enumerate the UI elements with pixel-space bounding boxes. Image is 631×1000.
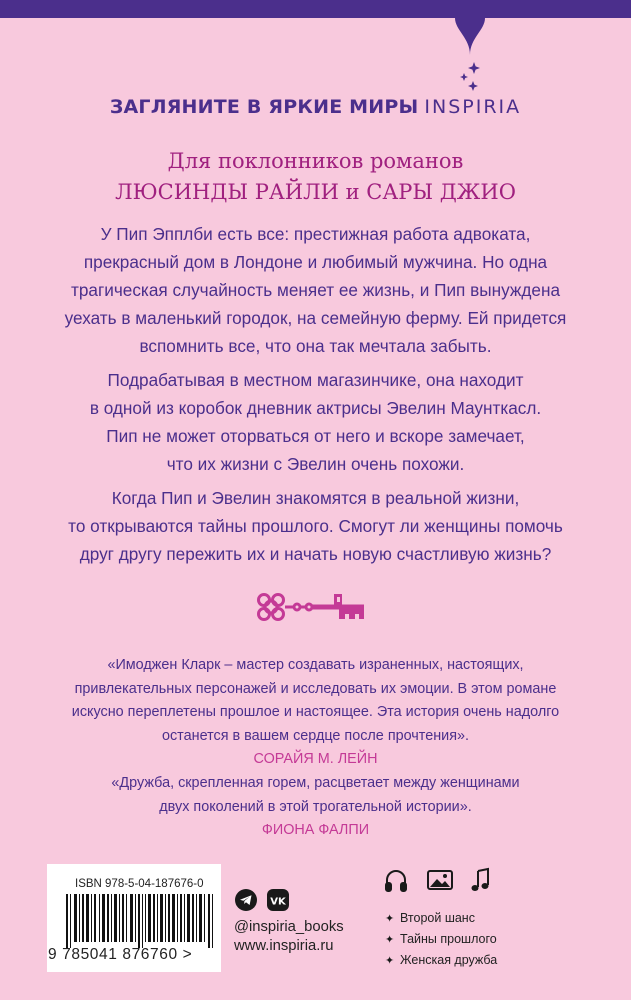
vk-icon[interactable] [267, 889, 289, 911]
star-icon: ✦ [385, 934, 395, 946]
barcode [66, 894, 216, 948]
sparkles-icon [458, 62, 484, 92]
description-line: уехать в маленький городок, на семейную ферму. Ей придется [64, 308, 567, 328]
series-header-text: ЗАГЛЯНИТЕ В ЯРКИЕ МИРЫ [109, 96, 419, 118]
headphones-icon [386, 871, 406, 891]
website-link[interactable]: www.inspiria.ru [234, 938, 334, 954]
star-icon: ✦ [385, 955, 395, 967]
quote-line: двух поколений в этой трогательной истории». [159, 798, 472, 815]
review-quote-2 [30, 772, 601, 843]
quote-author: ФИОНА ФАЛПИ [261, 822, 370, 838]
description-line: трагическая случайность меняет ее жизнь, и Пип вынуждена [70, 280, 561, 300]
fans-line [0, 146, 631, 208]
genre-tag [385, 908, 497, 929]
description-line: друг другу пережить их и начать новую счастливую жизнь? [79, 544, 552, 564]
description-paragraph-3 [40, 484, 591, 568]
description-line: в одной из коробок дневник актрисы Эвелин Маунткасл. [89, 398, 542, 418]
description-line: Пип не может оторваться от него и вскоре замечает, [106, 426, 525, 446]
description-line: прекрасный дом в Лондоне и любимый мужчина. Но одна [83, 252, 548, 272]
music-note-icon [472, 869, 489, 891]
quote-line: «Имоджен Кларк – мастер создавать израненных, настоящих, [107, 657, 524, 673]
description-line: вспомнить все, что она так мечтала забыть. [139, 336, 492, 356]
svg-text:VK: VK [270, 896, 286, 908]
quote-author: СОРАЙЯ М. ЛЕЙН [253, 751, 378, 767]
description-paragraph-1 [40, 220, 591, 360]
barcode-digits: 9 785041 876760 > [48, 946, 193, 963]
genre-tag [385, 950, 497, 971]
description-line: Когда Пип и Эвелин знакомятся в реальной жизни, [111, 488, 520, 508]
fans-line-1: Для поклонников романов [167, 149, 464, 173]
description-paragraph-2 [40, 366, 591, 478]
top-notch [0, 0, 631, 60]
description-line: то открываются тайны прошлого. Смогут ли женщины помочь [68, 516, 563, 536]
telegram-icon[interactable] [235, 889, 257, 911]
series-header [0, 96, 631, 118]
genre-tag-label: Второй шанс [400, 911, 475, 925]
star-icon: ✦ [385, 913, 395, 925]
social-icons [234, 888, 294, 912]
brand-name: INSPIRIA [424, 96, 522, 118]
quote-line: «Дружба, скрепленная горем, расцветает между женщинами [111, 775, 520, 791]
description-line: что их жизни с Эвелин очень похожи. [166, 454, 465, 474]
genre-tag-label: Женская дружба [400, 953, 498, 967]
isbn-text: ISBN 978-5-04-187676-0 [75, 878, 204, 890]
description-line: У Пип Эпплби есть все: престижная работа адвоката, [100, 224, 531, 244]
key-icon [253, 589, 379, 625]
review-quote-1 [30, 654, 601, 772]
image-icon [428, 871, 452, 889]
genre-icons [384, 866, 494, 896]
social-handle[interactable]: @inspiria_books [234, 919, 344, 935]
quote-line: искусно переплетены прошлое и настоящее. Эта история очень надолго [71, 704, 560, 720]
fans-line-2: ЛЮСИНДЫ РАЙЛИ и САРЫ ДЖИО [115, 180, 516, 204]
genre-tag-label: Тайны прошлого [400, 932, 497, 946]
quote-line: останется в вашем сердце после прочтения». [161, 727, 470, 744]
description-line: Подрабатывая в местном магазинчике, она находит [107, 370, 524, 390]
quote-line: привлекательных персонажей и исследовать их эмоции. В этом романе [74, 680, 557, 697]
genre-tag [385, 929, 497, 950]
genre-tags [385, 908, 497, 971]
